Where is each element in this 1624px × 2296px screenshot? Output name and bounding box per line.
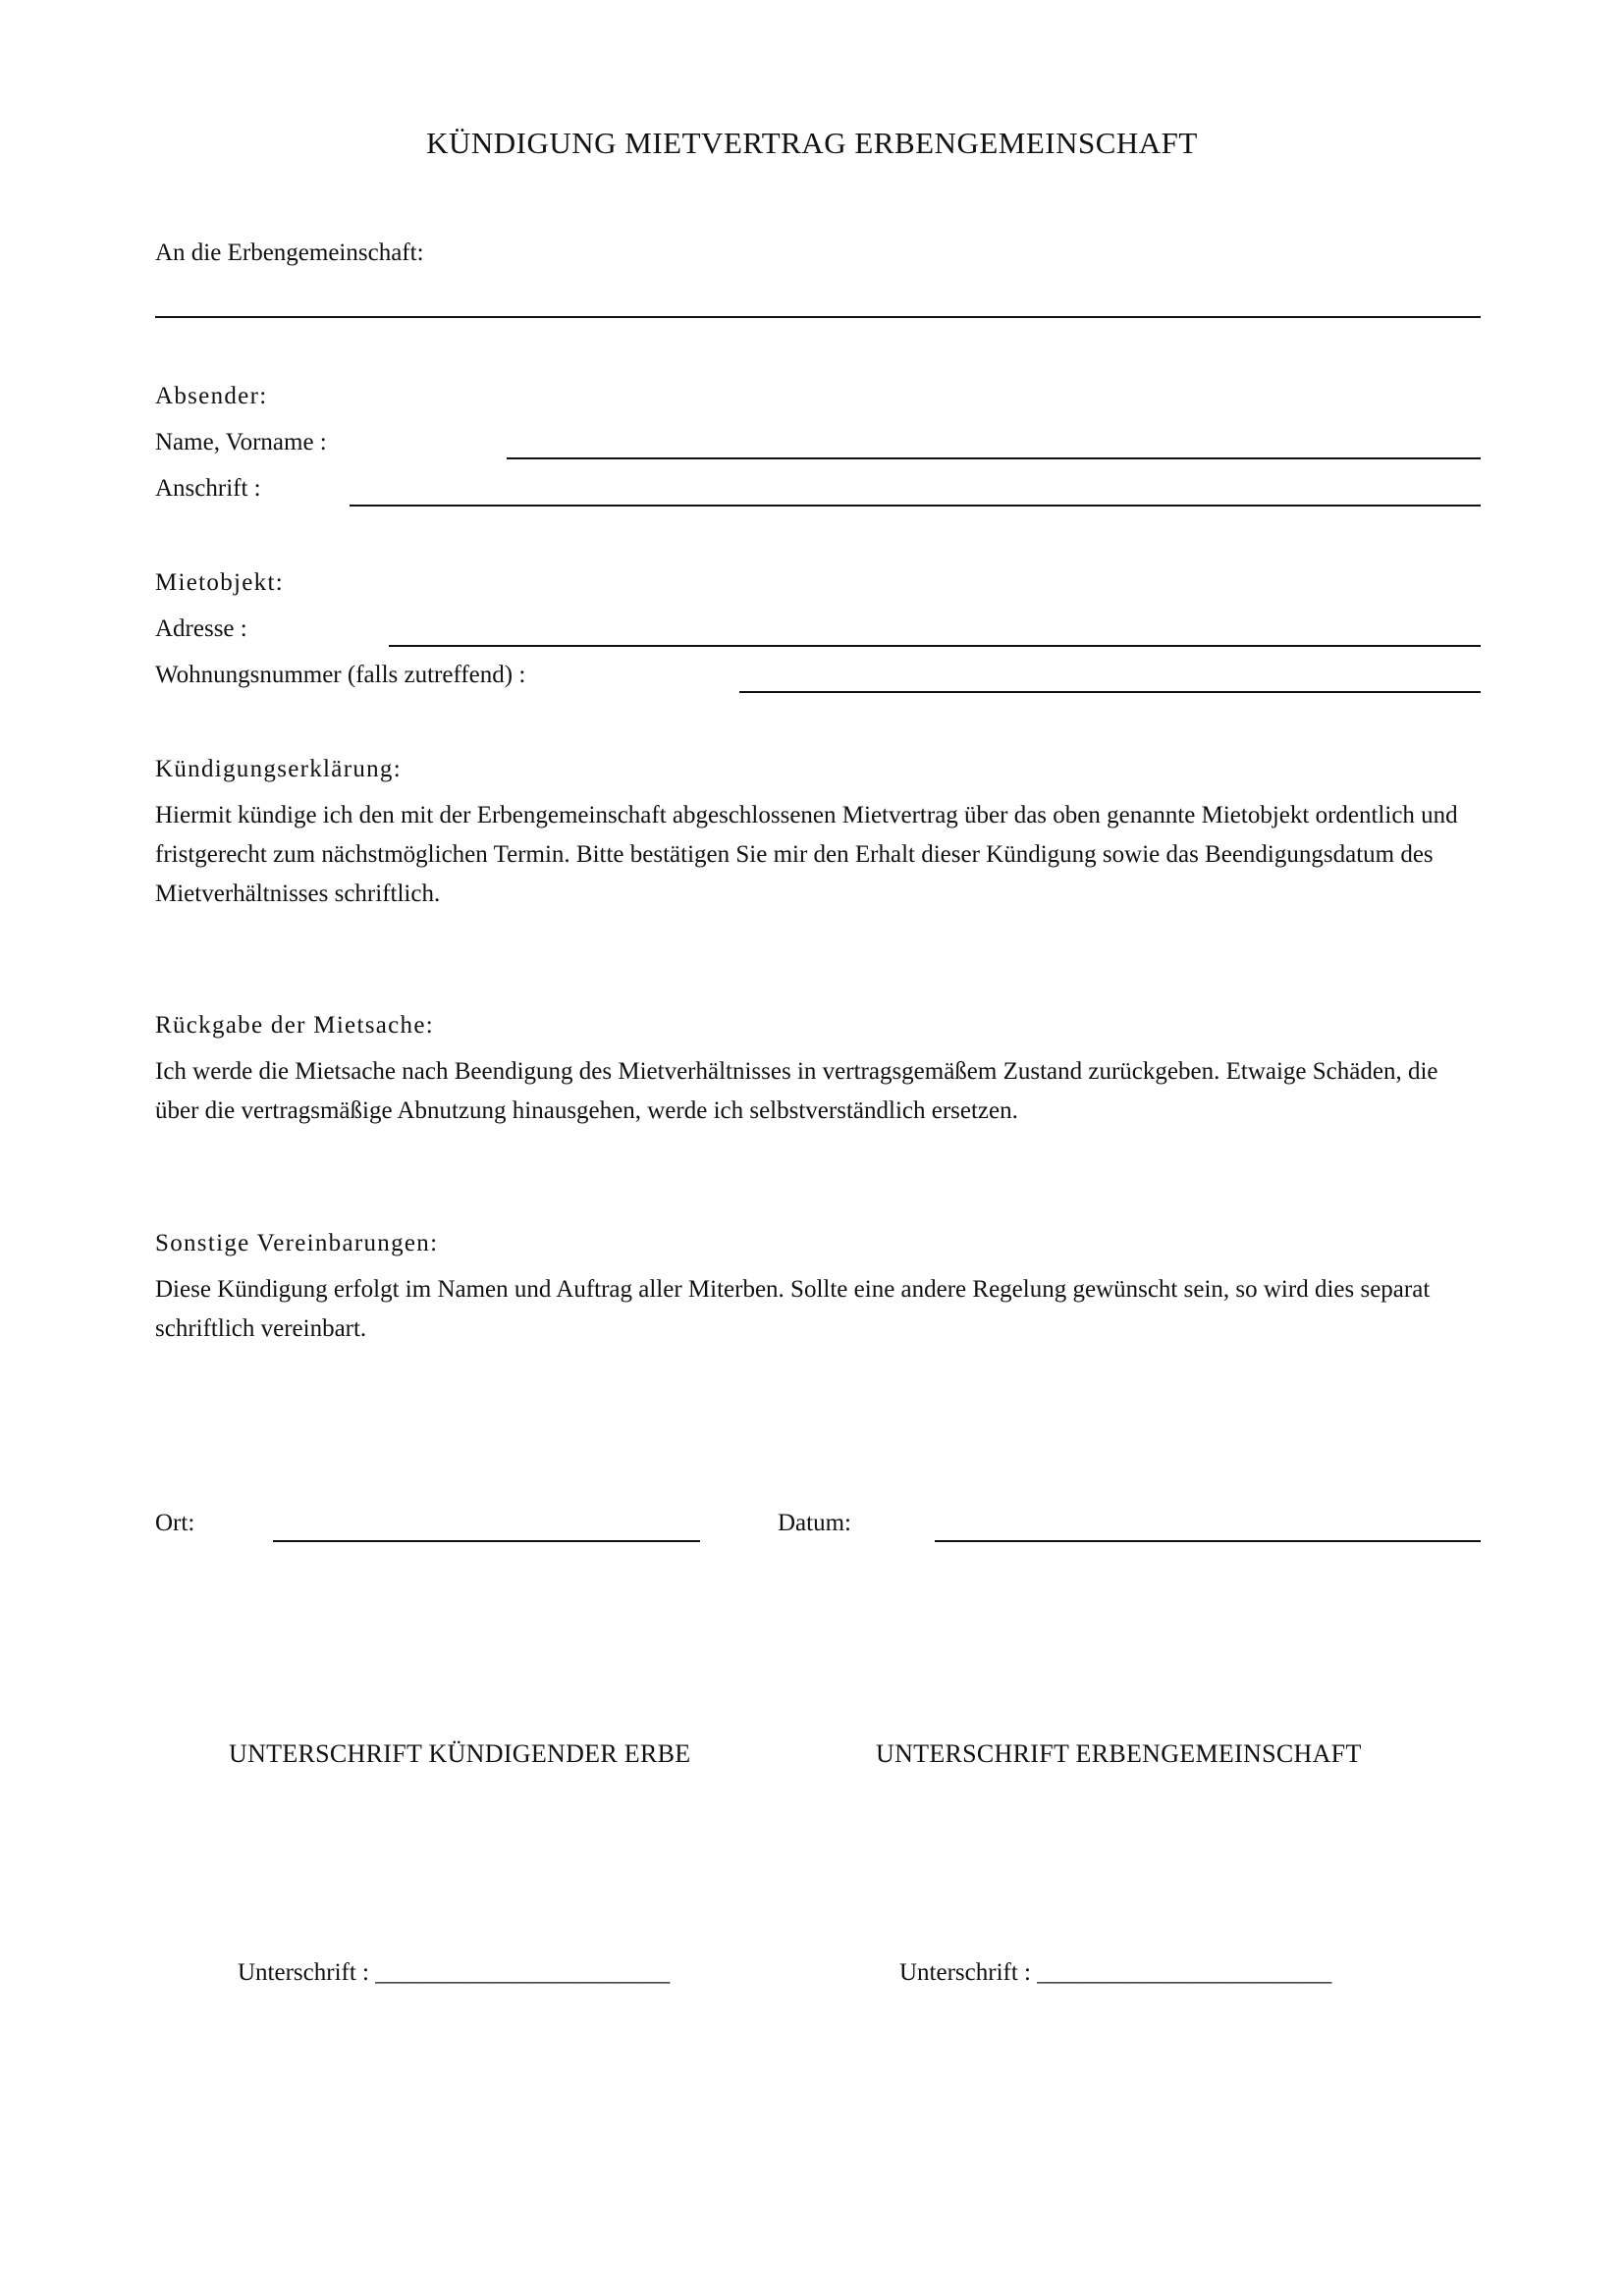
rental-object-heading: Mietobjekt:: [155, 569, 284, 596]
unit-number-label: Wohnungsnummer (falls zutreffend) :: [155, 662, 526, 688]
other-agreements-text: Diese Kündigung erfolgt im Namen und Auftrag aller Miterben. Sollte eine andere Regelung gewünscht sein, so wird dies separat schriftlich vereinbart.: [155, 1276, 1431, 1342]
sender-address-input-line[interactable]: [350, 505, 1481, 507]
rental-address-label: Adresse :: [155, 615, 247, 642]
rental-address-input-line[interactable]: [389, 645, 1481, 647]
document-title: KÜNDIGUNG MIETVERTRAG ERBENGEMEINSCHAFT: [426, 126, 1198, 160]
return-text: Ich werde die Mietsache nach Beendigung des Mietverhältnisses in vertragsgemäßem Zustand zurückgeben. Etwaige Schäden, die über die vertragsmäßige Abnutzung hinausgehen, werde ich selbstverständlich ersetzen.: [155, 1058, 1438, 1124]
sender-name-input-line[interactable]: [507, 457, 1481, 459]
place-label: Ort:: [155, 1510, 195, 1536]
signature-field-left[interactable]: Unterschrift : ________________________: [238, 1959, 671, 1986]
recipient-label: An die Erbengemeinschaft:: [155, 240, 424, 266]
return-heading: Rückgabe der Mietsache:: [155, 1012, 434, 1039]
place-input-line[interactable]: [273, 1540, 700, 1542]
other-agreements-heading: Sonstige Vereinbarungen:: [155, 1230, 439, 1256]
date-label: Datum:: [778, 1510, 851, 1536]
signature-field-right[interactable]: Unterschrift : ________________________: [899, 1959, 1332, 1986]
sender-address-label: Anschrift :: [155, 475, 261, 502]
unit-number-input-line[interactable]: [739, 691, 1481, 693]
date-input-line[interactable]: [935, 1540, 1481, 1542]
recipient-input-line[interactable]: [155, 316, 1481, 318]
sender-heading: Absender:: [155, 383, 268, 409]
signature-heading-left: UNTERSCHRIFT KÜNDIGENDER ERBE: [229, 1739, 691, 1768]
signature-heading-right: UNTERSCHRIFT ERBENGEMEINSCHAFT: [876, 1739, 1362, 1768]
termination-text: Hiermit kündige ich den mit der Erbengemeinschaft abgeschlossenen Mietvertrag über das oben genannte Mietobjekt ordentlich und fristgerecht zum nächstmöglichen Termin. Bitte bestätigen Sie mir den Erhalt dieser Kündigung sowie das Beendigungsdatum des Mietverhältnisses schriftlich.: [155, 802, 1458, 907]
termination-heading: Kündigungserklärung:: [155, 756, 402, 782]
sender-name-label: Name, Vorname :: [155, 429, 327, 455]
